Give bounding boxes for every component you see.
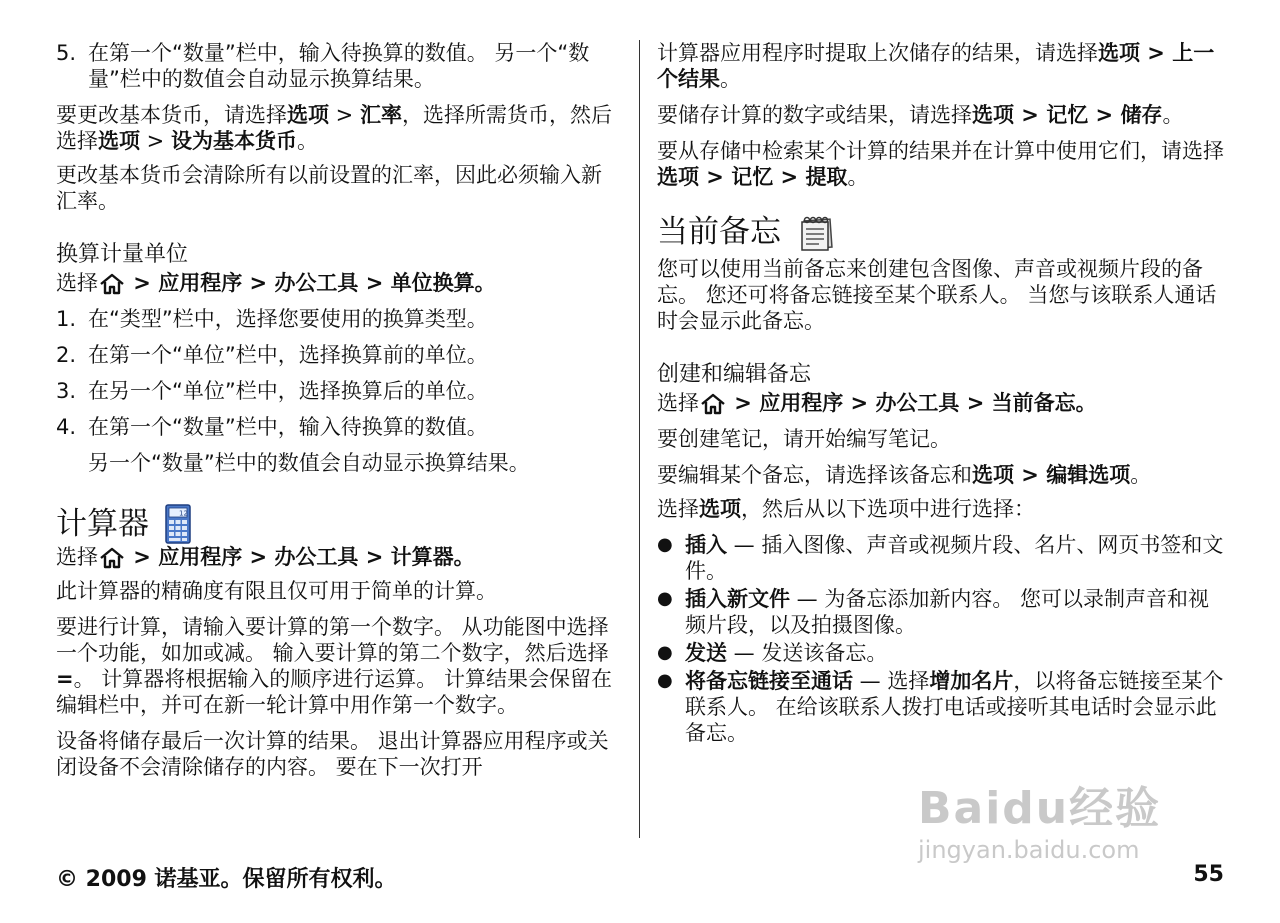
text: 选择	[657, 497, 699, 521]
notes-path	[657, 390, 1227, 416]
path-applications: 应用程序	[158, 271, 243, 295]
step-text: 在第一个“数量”栏中，输入待换算的数值。	[88, 415, 488, 439]
menu-exchange-rate: 汇率	[359, 103, 402, 127]
separator: >	[843, 391, 876, 415]
left-column	[56, 40, 622, 780]
text: — 插入图像、声音或视频片段、名片、网页书签和文件。	[685, 533, 1224, 583]
bullet-dot-icon: ●	[657, 534, 673, 555]
separator: >	[959, 391, 992, 415]
list-item	[657, 586, 1227, 638]
text: 。	[474, 271, 496, 295]
menu-memory: 记忆	[731, 165, 774, 189]
text: ，然后从以下选项中进行选择：	[741, 497, 1035, 521]
step-text: 在第一个“单位”栏中，选择换算前的单位。	[88, 343, 488, 367]
clear-rates-note: 更改基本货币会清除所有以前设置的汇率，因此必须输入新汇率。	[56, 163, 602, 213]
separator: >	[1014, 463, 1047, 487]
step-number: 4.	[56, 415, 77, 439]
step-number: 5.	[56, 41, 77, 65]
unit-step-2	[56, 342, 622, 368]
copyright-footer: © 2009 诺基亚。保留所有权利。	[56, 867, 397, 892]
list-item-text	[685, 640, 1227, 666]
list-item	[657, 668, 1227, 746]
path-applications: 应用程序	[759, 391, 844, 415]
step-number: 3.	[56, 379, 77, 403]
calculator-recall-paragraph	[657, 40, 1227, 92]
unit-step-5	[56, 40, 622, 92]
edit-note-paragraph	[657, 462, 1227, 488]
list-item-text	[685, 668, 1227, 746]
select-options-paragraph	[657, 496, 1227, 522]
calculator-store-note: 设备将储存最后一次计算的结果。 退出计算器应用程序或关闭设备不会清除储存的内容。 要在下一次打开	[56, 729, 609, 779]
create-note-text: 要创建笔记，请开始编写笔记。	[657, 427, 951, 451]
menu-options: 选项	[98, 129, 140, 153]
text: — 选择	[853, 669, 930, 693]
separator: >	[126, 271, 159, 295]
step-number: 2.	[56, 343, 77, 367]
option-send: 发送	[685, 641, 727, 665]
menu-options: 选项	[972, 463, 1014, 487]
text: 选择	[56, 545, 98, 569]
memory-store-paragraph	[657, 102, 1227, 128]
text: 。	[720, 67, 741, 91]
path-office: 办公工具	[274, 271, 359, 295]
unit-step-1	[56, 306, 622, 332]
unit-conversion-path	[56, 270, 622, 296]
list-item-text	[685, 532, 1227, 584]
menu-options: 选项	[287, 103, 329, 127]
right-column	[657, 40, 1227, 746]
text: 。	[296, 129, 318, 153]
watermark-url: jingyan.baidu.com	[918, 836, 1140, 864]
text: 要进行计算，请输入要计算的第一个数字。 从功能图中选择一个功能，如加或减。 输入要计算的第二个数字，然后选择	[56, 615, 609, 665]
option-insert: 插入	[685, 533, 727, 557]
menu-set-base-currency: 设为基本货币	[170, 129, 297, 153]
separator: >	[699, 165, 732, 189]
bullet-dot-icon: ●	[657, 670, 673, 691]
menu-options: 选项	[657, 165, 699, 189]
notes-heading-row	[657, 212, 1227, 252]
text: 要更改基本货币，请选择	[56, 103, 287, 127]
list-item-text	[685, 586, 1227, 638]
step-text: 在另一个“单位”栏中，选择换算后的单位。	[88, 379, 488, 403]
column-divider	[639, 40, 640, 838]
page-number: 55	[1193, 862, 1224, 887]
create-edit-heading: 创建和编辑备忘	[657, 362, 812, 387]
text: 要编辑某个备忘，请选择该备忘和	[657, 463, 972, 487]
calculator-precision-note: 此计算器的精确度有限且仅可用于简单的计算。	[56, 579, 497, 603]
change-currency-paragraph	[56, 102, 622, 154]
text: 。	[1130, 463, 1152, 487]
unit-conversion-heading: 换算计量单位	[56, 242, 189, 267]
separator: >	[126, 545, 159, 569]
option-insert-new-file: 插入新文件	[685, 587, 790, 611]
text: 。	[847, 165, 869, 189]
separator: >	[140, 129, 171, 153]
separator: >	[1140, 41, 1173, 65]
menu-edit-options: 编辑选项	[1046, 463, 1131, 487]
menu-options: 选项	[1098, 41, 1140, 65]
text: — 为备忘添加新内容。 您可以录制声音和视频片段，以及拍摄图像。	[685, 587, 1210, 637]
menu-recall: 提取	[805, 165, 848, 189]
separator: >	[358, 545, 391, 569]
separator: >	[727, 391, 760, 415]
step-text: 在第一个“数量”栏中，输入待换算的数值。 另一个“数量”栏中的数值会自动显示换算结果。	[88, 41, 590, 91]
text: — 发送该备忘。	[727, 641, 888, 665]
calculator-path	[56, 544, 622, 570]
text: ，以将备忘链接至某个联系人。 在给该联系人拨打电话或接听其电话时会显示此备忘。	[685, 669, 1224, 745]
text: 。	[1075, 391, 1097, 415]
text: 选择	[657, 391, 699, 415]
separator: >	[773, 165, 806, 189]
path-office: 办公工具	[274, 545, 359, 569]
svg-text:12: 12	[179, 509, 188, 518]
menu-last-result: 上一个结果	[657, 41, 1215, 91]
notes-icon	[797, 212, 837, 252]
path-active-notes: 当前备忘	[991, 391, 1076, 415]
calculator-icon	[165, 504, 191, 544]
watermark-logo: Baidu经验	[918, 783, 1162, 834]
separator: >	[242, 545, 275, 569]
notes-heading: 当前备忘	[657, 214, 781, 250]
calculator-heading: 计算器	[56, 506, 149, 542]
separator: >	[242, 271, 275, 295]
list-item	[657, 640, 1227, 666]
separator: >	[1088, 103, 1121, 127]
notes-intro: 您可以使用当前备忘来创建包含图像、声音或视频片段的备忘。 您还可将备忘链接至某个联系人。 当您与该联系人通话时会显示此备忘。	[657, 257, 1217, 333]
path-applications: 应用程序	[158, 545, 243, 569]
text: 计算器应用程序时提取上次储存的结果，请选择	[657, 41, 1098, 65]
home-icon	[98, 273, 126, 295]
bullet-dot-icon: ●	[657, 642, 673, 663]
home-icon	[98, 547, 126, 569]
calculator-howto	[56, 614, 622, 718]
menu-save: 储存	[1120, 103, 1163, 127]
separator: >	[1014, 103, 1047, 127]
separator: >	[329, 103, 360, 127]
menu-options: 选项	[972, 103, 1014, 127]
unit-step-4	[56, 414, 622, 440]
bullet-dot-icon: ●	[657, 588, 673, 609]
home-icon	[699, 393, 727, 415]
list-item	[657, 532, 1227, 584]
text: 要从存储中检索某个计算的结果并在计算中使用它们，请选择	[657, 139, 1224, 163]
separator: >	[358, 271, 391, 295]
text: 。	[453, 545, 475, 569]
text: 。 计算器将根据输入的顺序进行运算。 计算结果会保留在编辑栏中，并可在新一轮计算中用作第一个数字。	[56, 667, 612, 717]
menu-options: 选项	[699, 497, 741, 521]
unit-step-4-continued: 另一个“数量”栏中的数值会自动显示换算结果。	[88, 451, 530, 475]
text: 要储存计算的数字或结果，请选择	[657, 103, 972, 127]
equals-key: =	[56, 667, 74, 691]
option-link-to-call: 将备忘链接至通话	[685, 669, 853, 693]
memory-recall-paragraph	[657, 138, 1227, 190]
step-text: 在“类型”栏中，选择您要使用的换算类型。	[88, 307, 488, 331]
unit-step-3	[56, 378, 622, 404]
calculator-heading-row	[56, 504, 622, 544]
menu-memory: 记忆	[1046, 103, 1089, 127]
step-number: 1.	[56, 307, 77, 331]
path-office: 办公工具	[875, 391, 960, 415]
path-converter: 单位换算	[390, 271, 475, 295]
text: 。	[1162, 103, 1184, 127]
options-list	[657, 532, 1227, 746]
option-add-card: 增加名片	[929, 669, 1014, 693]
path-calculator: 计算器	[390, 545, 454, 569]
text: ，选择所需货币，然后选择	[56, 103, 612, 153]
text: 选择	[56, 271, 98, 295]
